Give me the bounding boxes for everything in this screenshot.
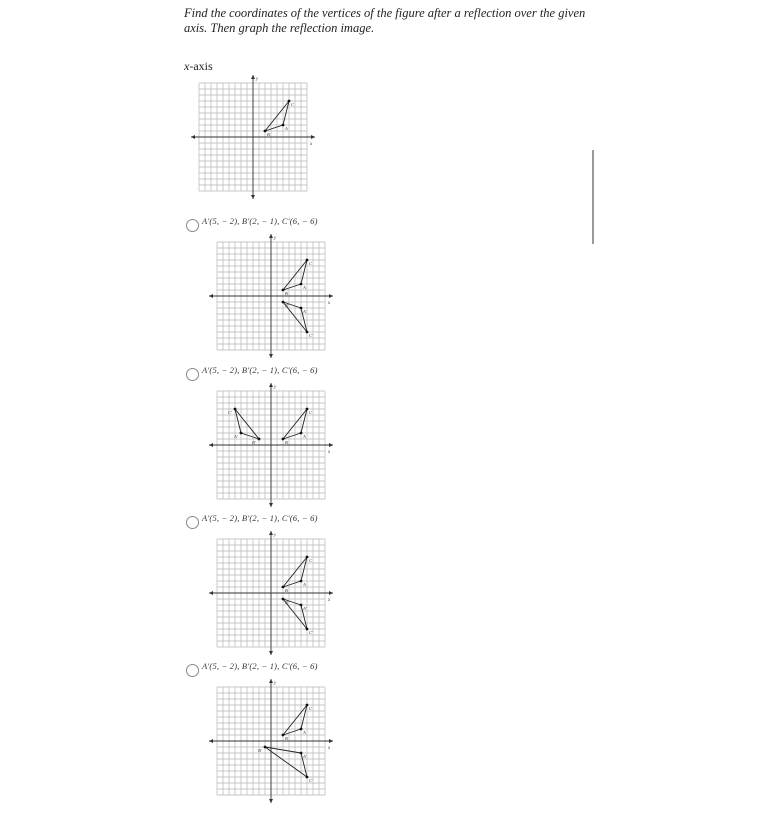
- x-axis-arrow: [329, 443, 333, 447]
- vertex-point: [282, 289, 285, 292]
- vertex-label: C: [309, 261, 313, 266]
- vertex-point: [306, 331, 309, 334]
- x-axis-arrow: [209, 591, 213, 595]
- vertex-label: A: [303, 285, 306, 290]
- vertex-label: A': [234, 434, 238, 439]
- option-1-radio[interactable]: [186, 219, 199, 232]
- x-axis-label: x: [328, 598, 331, 603]
- vertex-point: [240, 432, 243, 435]
- x-axis-arrow: [209, 739, 213, 743]
- vertex-label: B': [285, 600, 289, 605]
- vertex-point: [300, 580, 303, 583]
- x-axis-arrow: [209, 443, 213, 447]
- y-axis-arrow: [269, 383, 273, 387]
- vertex-point: [282, 586, 285, 589]
- vertex-point: [258, 438, 261, 441]
- vertex-label: A': [303, 754, 307, 759]
- option-4-graph: [204, 674, 338, 808]
- vertex-label: C: [309, 706, 313, 711]
- vertex-point: [300, 604, 303, 607]
- vertex-label: B: [285, 440, 288, 445]
- original-figure-graph: [186, 70, 320, 204]
- option-1-graph: [204, 229, 338, 363]
- vertex-point: [234, 408, 237, 411]
- vertex-label: A: [303, 582, 306, 587]
- option-3-graph: [204, 526, 338, 660]
- y-axis-label: y: [274, 236, 277, 241]
- x-axis-label: x: [328, 746, 331, 751]
- y-axis-arrow: [269, 234, 273, 238]
- y-axis-label: y: [274, 533, 277, 538]
- vertex-point: [306, 776, 309, 779]
- vertex-point: [300, 307, 303, 310]
- vertex-point: [282, 598, 285, 601]
- y-axis-label: y: [274, 681, 277, 686]
- vertex-label: A: [303, 730, 306, 735]
- vertex-point: [264, 130, 267, 133]
- vertex-label: B': [285, 303, 289, 308]
- vertex-label: C': [309, 333, 313, 338]
- vertex-label: C: [309, 410, 313, 415]
- vertex-label: B: [285, 736, 288, 741]
- vertex-point: [282, 438, 285, 441]
- vertex-point: [306, 408, 309, 411]
- vertex-label: B: [285, 291, 288, 296]
- y-axis-arrow: [269, 503, 273, 507]
- vertex-label: C': [309, 778, 313, 783]
- vertex-label: A: [303, 434, 306, 439]
- y-axis-arrow: [251, 75, 255, 79]
- vertex-label: B': [252, 440, 256, 445]
- vertex-point: [306, 259, 309, 262]
- scrollbar[interactable]: [592, 150, 594, 244]
- y-axis-arrow: [269, 354, 273, 358]
- vertex-label: C': [228, 410, 232, 415]
- axis-variable: x: [184, 59, 190, 73]
- vertex-label: B: [267, 132, 270, 137]
- x-axis-arrow: [209, 294, 213, 298]
- x-axis-arrow: [311, 135, 315, 139]
- vertex-label: A: [285, 126, 288, 131]
- vertex-point: [300, 752, 303, 755]
- vertex-point: [282, 124, 285, 127]
- option-2-text: A'(5, − 2), B'(2, − 1), C'(6, − 6): [202, 365, 318, 375]
- vertex-label: C: [291, 102, 295, 107]
- option-2-radio[interactable]: [186, 368, 199, 381]
- vertex-label: A': [303, 309, 307, 314]
- vertex-point: [300, 728, 303, 731]
- vertex-point: [282, 734, 285, 737]
- option-2-graph: [204, 378, 338, 512]
- question-instructions: Find the coordinates of the vertices of the figure after a reflection over the given axis. Then graph the reflection image.: [184, 6, 586, 35]
- vertex-label: B': [258, 748, 262, 753]
- x-axis-arrow: [329, 739, 333, 743]
- x-axis-label: x: [328, 450, 331, 455]
- y-axis-arrow: [269, 651, 273, 655]
- y-axis-label: y: [256, 77, 259, 82]
- vertex-point: [288, 100, 291, 103]
- vertex-label: C: [309, 558, 313, 563]
- y-axis-arrow: [269, 679, 273, 683]
- vertex-point: [306, 628, 309, 631]
- vertex-label: A': [303, 606, 307, 611]
- option-3-text: A'(5, − 2), B'(2, − 1), C'(6, − 6): [202, 513, 318, 523]
- vertex-label: C': [309, 630, 313, 635]
- option-3-radio[interactable]: [186, 516, 199, 529]
- option-1-text: A'(5, − 2), B'(2, − 1), C'(6, − 6): [202, 216, 318, 226]
- x-axis-label: x: [310, 142, 313, 147]
- x-axis-arrow: [329, 591, 333, 595]
- x-axis-label: x: [328, 301, 331, 306]
- option-4-radio[interactable]: [186, 664, 199, 677]
- vertex-point: [306, 704, 309, 707]
- x-axis-arrow: [191, 135, 195, 139]
- x-axis-arrow: [329, 294, 333, 298]
- vertex-point: [264, 746, 267, 749]
- option-4-text: A'(5, − 2), B'(2, − 1), C'(6, − 6): [202, 661, 318, 671]
- y-axis-arrow: [269, 799, 273, 803]
- vertex-point: [300, 283, 303, 286]
- y-axis-label: y: [274, 385, 277, 390]
- y-axis-arrow: [251, 195, 255, 199]
- axis-suffix: -axis: [189, 59, 213, 73]
- vertex-point: [300, 432, 303, 435]
- vertex-point: [306, 556, 309, 559]
- vertex-label: B: [285, 588, 288, 593]
- y-axis-arrow: [269, 531, 273, 535]
- vertex-point: [282, 301, 285, 304]
